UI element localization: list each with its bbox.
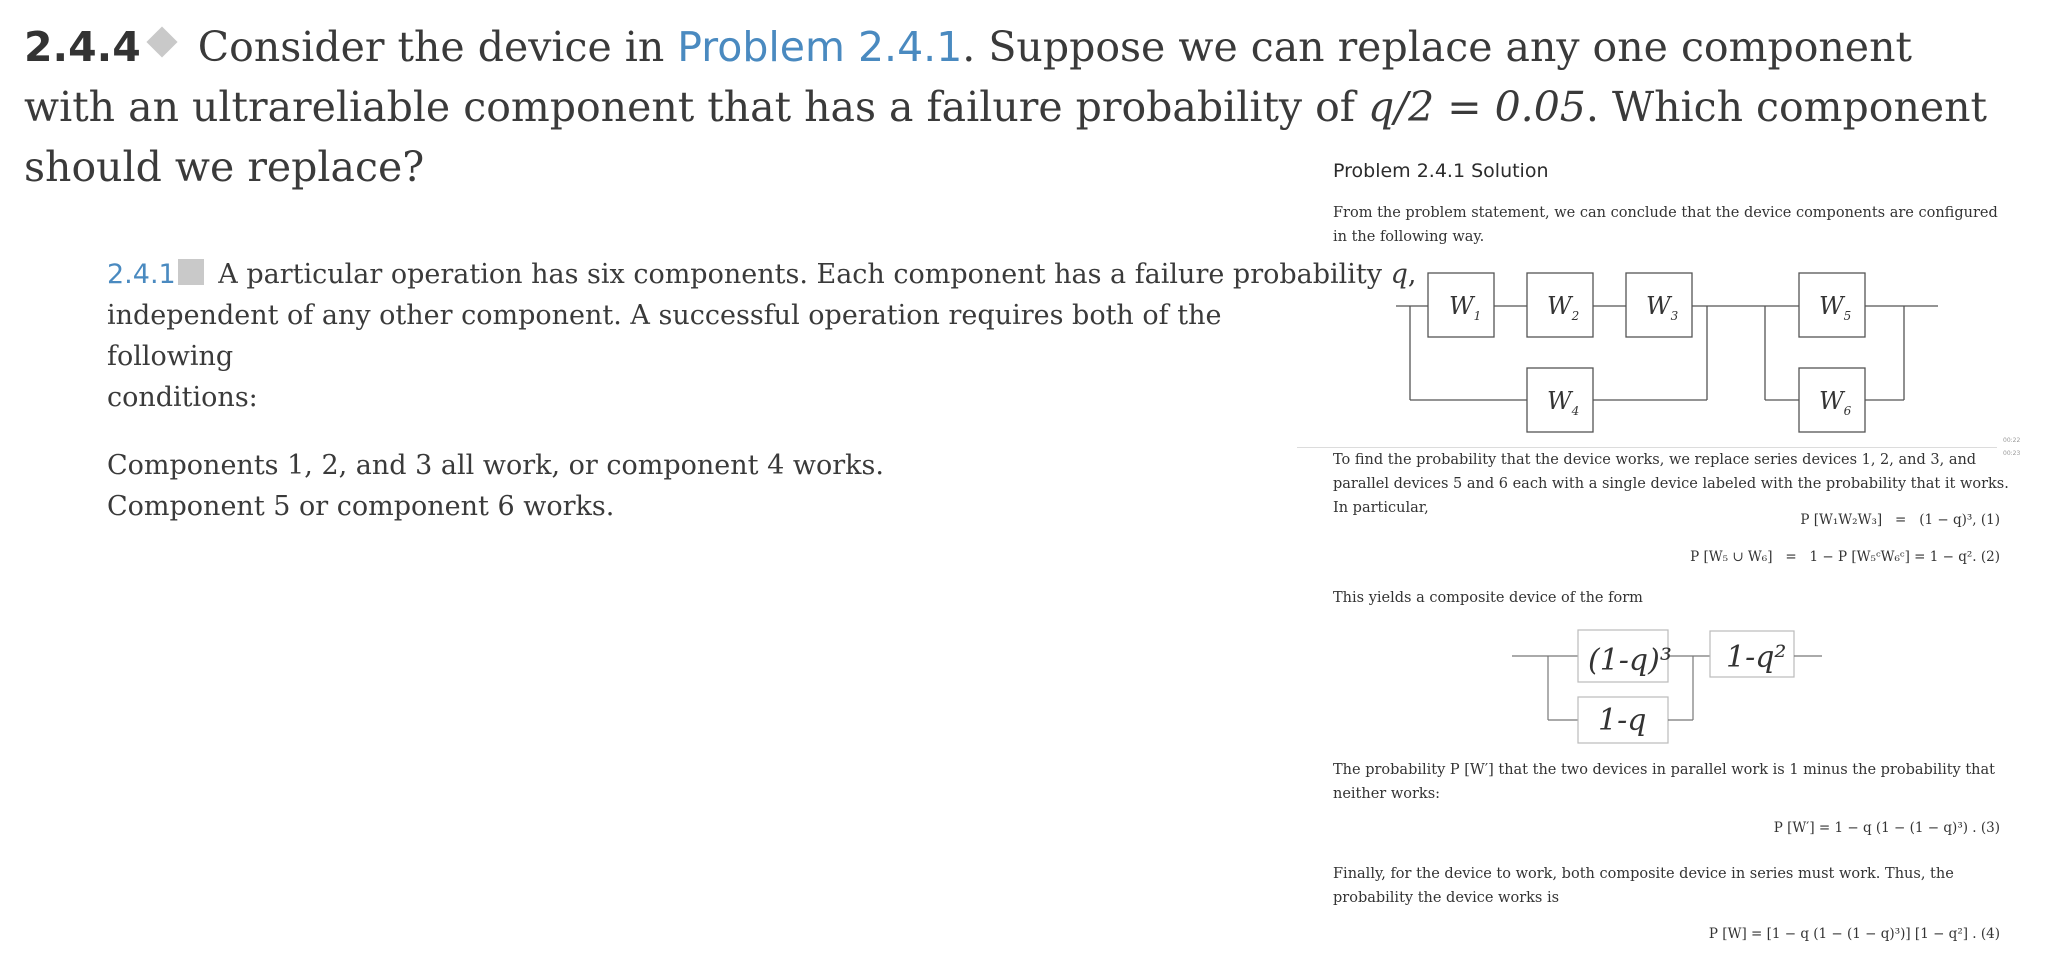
condition-1: Components 1, 2, and 3 all work, or component 4 works. xyxy=(107,450,884,481)
problem-text-4: . Which component xyxy=(1585,83,1988,131)
problem-line-1 xyxy=(24,17,1912,77)
equation-4: P [W] = [1 − q (1 − (1 − q)³)] [1 − q²] . (4) xyxy=(1708,926,2000,942)
problem-number: 2.4.4 xyxy=(24,23,141,71)
w5-label: $W_5$ xyxy=(1819,292,1852,323)
problem-text-1: Consider the device in xyxy=(184,23,678,71)
composite-device-diagram xyxy=(1508,626,1826,748)
w3-label: $W_3$ xyxy=(1646,292,1679,323)
problem-text-2: . Suppose we can replace any one component xyxy=(962,23,1912,71)
solution-para-2: To find the probability that the device works, we replace series devices 1, 2, and 3, and parallel devices 5 and 6 each with a single device labeled with the probability that it works. In particular, xyxy=(1333,452,2009,516)
margin-mark-2: 00:23 xyxy=(2003,450,2021,457)
subproblem-comma: , xyxy=(1407,259,1417,290)
solution-para-3: This yields a composite device of the form xyxy=(1333,590,1643,606)
problem-line-2 xyxy=(24,77,1988,137)
margin-mark-1: 00:22 xyxy=(2003,437,2021,444)
problem-math: q/2 = 0.05 xyxy=(1368,83,1586,131)
solution-para-1: From the problem statement, we can conclude that the device components are configured in the following way. xyxy=(1333,205,1998,245)
w6-label: $W_6$ xyxy=(1819,387,1852,418)
composite-box-1-label: (1-q)³ xyxy=(1588,643,1672,678)
composite-box-3-label: 1-q xyxy=(1598,703,1647,738)
equation-1: P [W₁W₂W₃] = (1 − q)³, (1) xyxy=(1800,512,2000,528)
device-configuration-diagram xyxy=(1390,268,1950,440)
problem-2-4-1-link[interactable]: Problem 2.4.1 xyxy=(677,23,963,71)
w2-label: $W_2$ xyxy=(1547,292,1580,323)
subproblem-line-3: conditions: xyxy=(107,382,258,413)
square-marker-icon xyxy=(178,259,204,285)
subproblem-number-link[interactable]: 2.4.1 xyxy=(107,259,176,290)
problem-text-3: with an ultrareliable component that has a failure probability of xyxy=(24,83,1369,131)
w4-label: $W_4$ xyxy=(1547,387,1580,418)
w1-label: $W_1$ xyxy=(1449,292,1482,323)
composite-box-2-label: 1-q² xyxy=(1726,640,1787,675)
subproblem-q: q xyxy=(1390,259,1408,290)
solution-para-4: The probability P [W′] that the two devices in parallel work is 1 minus the probability that neither works: xyxy=(1333,762,1995,802)
diamond-marker-icon xyxy=(146,26,177,57)
solution-para-5: Finally, for the device to work, both composite device in series must work. Thus, the probability the device works is xyxy=(1333,866,1954,906)
subproblem-line-2: independent of any other component. A successful operation requires both of the following xyxy=(107,300,1222,372)
subproblem-text-1: A particular operation has six components. Each component has a failure probability xyxy=(209,259,1391,290)
equation-3: P [W′] = 1 − q (1 − (1 − q)³) . (3) xyxy=(1773,820,2000,836)
condition-2: Component 5 or component 6 works. xyxy=(107,491,615,522)
solution-title: Problem 2.4.1 Solution xyxy=(1333,160,1549,182)
subproblem-line-1 xyxy=(107,254,1417,295)
problem-line-3: should we replace? xyxy=(24,143,425,191)
equation-2: P [W₅ ∪ W₆] = 1 − P [W₅ᶜW₆ᶜ] = 1 − q². (2) xyxy=(1690,549,2000,565)
subproblem-statement xyxy=(107,254,1417,527)
